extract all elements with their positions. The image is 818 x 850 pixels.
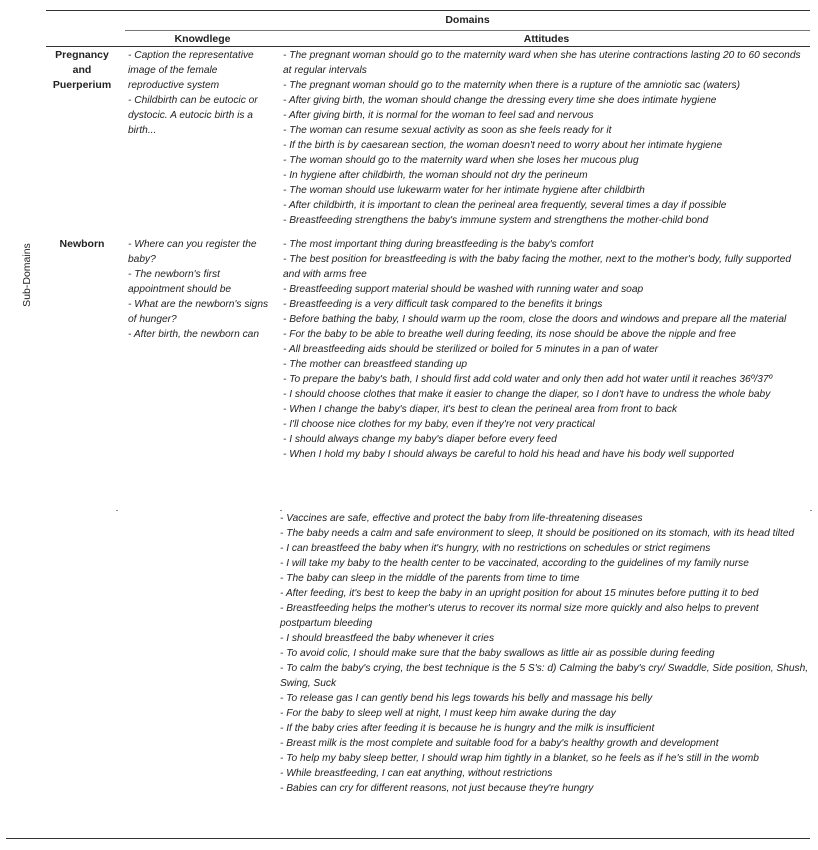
attitude-item: - After feeding, it's best to keep the baby in an upright position for about 15 minutes before putting it to bed [280, 588, 759, 599]
attitude-item: - Breastfeeding is a very difficult task compared to the benefits it brings [283, 299, 603, 310]
knowledge-item: - What are the newborn's signs of hunger? [128, 299, 269, 325]
attitude-item: - Before bathing the baby, I should warm up the room, close the doors and windows and prepare all the material [283, 314, 787, 325]
attitude-item: - Breastfeeding helps the mother's uterus to recover its normal size more quickly and also helps to prevent postpartum bleeding [280, 603, 759, 629]
attitude-item: - All breastfeeding aids should be sterilized or boiled for 5 minutes in a pan of water [283, 344, 659, 355]
domains-header: Domains [445, 14, 490, 26]
attitudes-header: Attitudes [523, 33, 570, 45]
attitude-item: - The baby can sleep in the middle of the parents from time to time [280, 573, 580, 584]
attitude-item: - Babies can cry for different reasons, not just because they're hungry [280, 783, 594, 794]
knowledge-item: - After birth, the newborn can [128, 329, 259, 340]
attitude-item: - In hygiene after childbirth, the woman should not dry the perineum [283, 170, 588, 181]
attitude-item: - I will take my baby to the health center to be vaccinated, according to the guidelines of my family nurse [280, 558, 749, 569]
attitude-item: - I should always change my baby's diaper before every feed [283, 434, 557, 445]
bottom-rule [6, 838, 810, 839]
attitude-item: - While breastfeeding, I can eat anything, without restrictions [280, 768, 553, 779]
header-divider [125, 30, 810, 31]
knowledge-item: - The newborn's first appointment should be [128, 269, 232, 295]
attitude-item: - The woman can resume sexual activity as soon as she feels ready for it [283, 125, 612, 136]
attitude-item: - After giving birth, the woman should change the dressing every time she does intimate hygiene [283, 95, 717, 106]
attitude-item: - The pregnant woman should go to the maternity ward when she has uterine contractions lasting 20 to 60 seconds at regular intervals [283, 50, 801, 76]
attitude-item: - To help my baby sleep better, I should wrap him tightly in a blanket, so he feels as if he's still in the womb [280, 753, 759, 764]
attitude-item: - I should choose clothes that make it easier to change the diaper, so I don't have to undress the whole baby [283, 389, 771, 400]
attitude-item: - When I hold my baby I should always be careful to hold his head and have his body well supported [283, 449, 734, 460]
attitudes-newborn-continued [280, 511, 809, 796]
attitude-item: - The mother can breastfeed standing up [283, 359, 468, 370]
page-break-mark [810, 510, 812, 511]
attitudes-pregnancy [283, 48, 809, 228]
attitude-item: - Breastfeeding strengthens the baby's immune system and strengthens the mother-child bond [283, 215, 709, 226]
attitude-item: - Vaccines are safe, effective and protect the baby from life-threatening diseases [280, 513, 643, 524]
knowledge-newborn [128, 237, 276, 342]
attitude-item: - When I change the baby's diaper, it's best to clean the perineal area from front to back [283, 404, 678, 415]
subdomain-pregnancy: Pregnancy and Puerperium [52, 49, 112, 91]
attitude-item: - To prepare the baby's bath, I should first add cold water and only then add hot water until it reaches 36º/37º [283, 374, 773, 385]
attitude-item: - I should breastfeed the baby whenever it cries [280, 633, 495, 644]
attitude-item: - For the baby to be able to breathe well during feeding, its nose should be above the nipple and free [283, 329, 737, 340]
attitude-item: - The woman should use lukewarm water for her intimate hygiene after childbirth [283, 185, 645, 196]
top-rule [46, 10, 810, 11]
attitude-item: - The pregnant woman should go to the maternity when there is a rupture of the amniotic sac (waters) [283, 80, 740, 91]
knowledge-item: - Caption the representative image of the female reproductive system [128, 50, 254, 91]
page-break-mark [116, 510, 118, 511]
attitude-item: - To avoid colic, I should make sure that the baby swallows as little air as possible during feeding [280, 648, 715, 659]
attitude-item: - The best position for breastfeeding is with the baby facing the mother, next to the mother's body, fully supported and with arms free [283, 254, 792, 280]
attitude-item: - To calm the baby's crying, the best technique is the 5 S's: d) Calming the baby's cry/ Swaddle, Side position, Shush, Swing, Suck [280, 663, 809, 689]
knowledge-item: - Childbirth can be eutocic or dystocic. A eutocic birth is a birth... [128, 95, 258, 136]
attitude-item: - The most important thing during breastfeeding is the baby's comfort [283, 239, 594, 250]
header-rule [46, 46, 810, 47]
attitude-item: - After giving birth, it is normal for the woman to feel sad and nervous [283, 110, 594, 121]
attitude-item: - Breast milk is the most complete and suitable food for a baby's healthy growth and development [280, 738, 719, 749]
attitude-item: - After childbirth, it is important to clean the perineal area frequently, several times a day if possible [283, 200, 727, 211]
attitudes-newborn [283, 237, 809, 462]
attitude-item: - I'll choose nice clothes for my baby, even if they're not very practical [283, 419, 595, 430]
attitude-item: - The woman should go to the maternity ward when she loses her mucous plug [283, 155, 639, 166]
attitude-item: - I can breastfeed the baby when it's hungry, with no restrictions on schedules or strict regimens [280, 543, 711, 554]
attitude-item: - The baby needs a calm and safe environment to sleep, It should be positioned on its stomach, with its head tilted [280, 528, 795, 539]
attitude-item: - If the birth is by caesarean section, the woman doesn't need to worry about her intimate hygiene [283, 140, 723, 151]
subdomains-label: Sub-Domains [21, 243, 33, 307]
attitude-item: - To release gas I can gently bend his legs towards his belly and massage his belly [280, 693, 653, 704]
subdomain-newborn: Newborn [59, 238, 105, 250]
knowledge-header: Knowdlege [174, 33, 231, 45]
attitude-item: - If the baby cries after feeding it is because he is hungry and the milk is insufficient [280, 723, 655, 734]
attitude-item: - For the baby to sleep well at night, I must keep him awake during the day [280, 708, 616, 719]
knowledge-pregnancy [128, 48, 276, 138]
attitude-item: - Breastfeeding support material should be washed with running water and soap [283, 284, 644, 295]
knowledge-item: - Where can you register the baby? [128, 239, 257, 265]
